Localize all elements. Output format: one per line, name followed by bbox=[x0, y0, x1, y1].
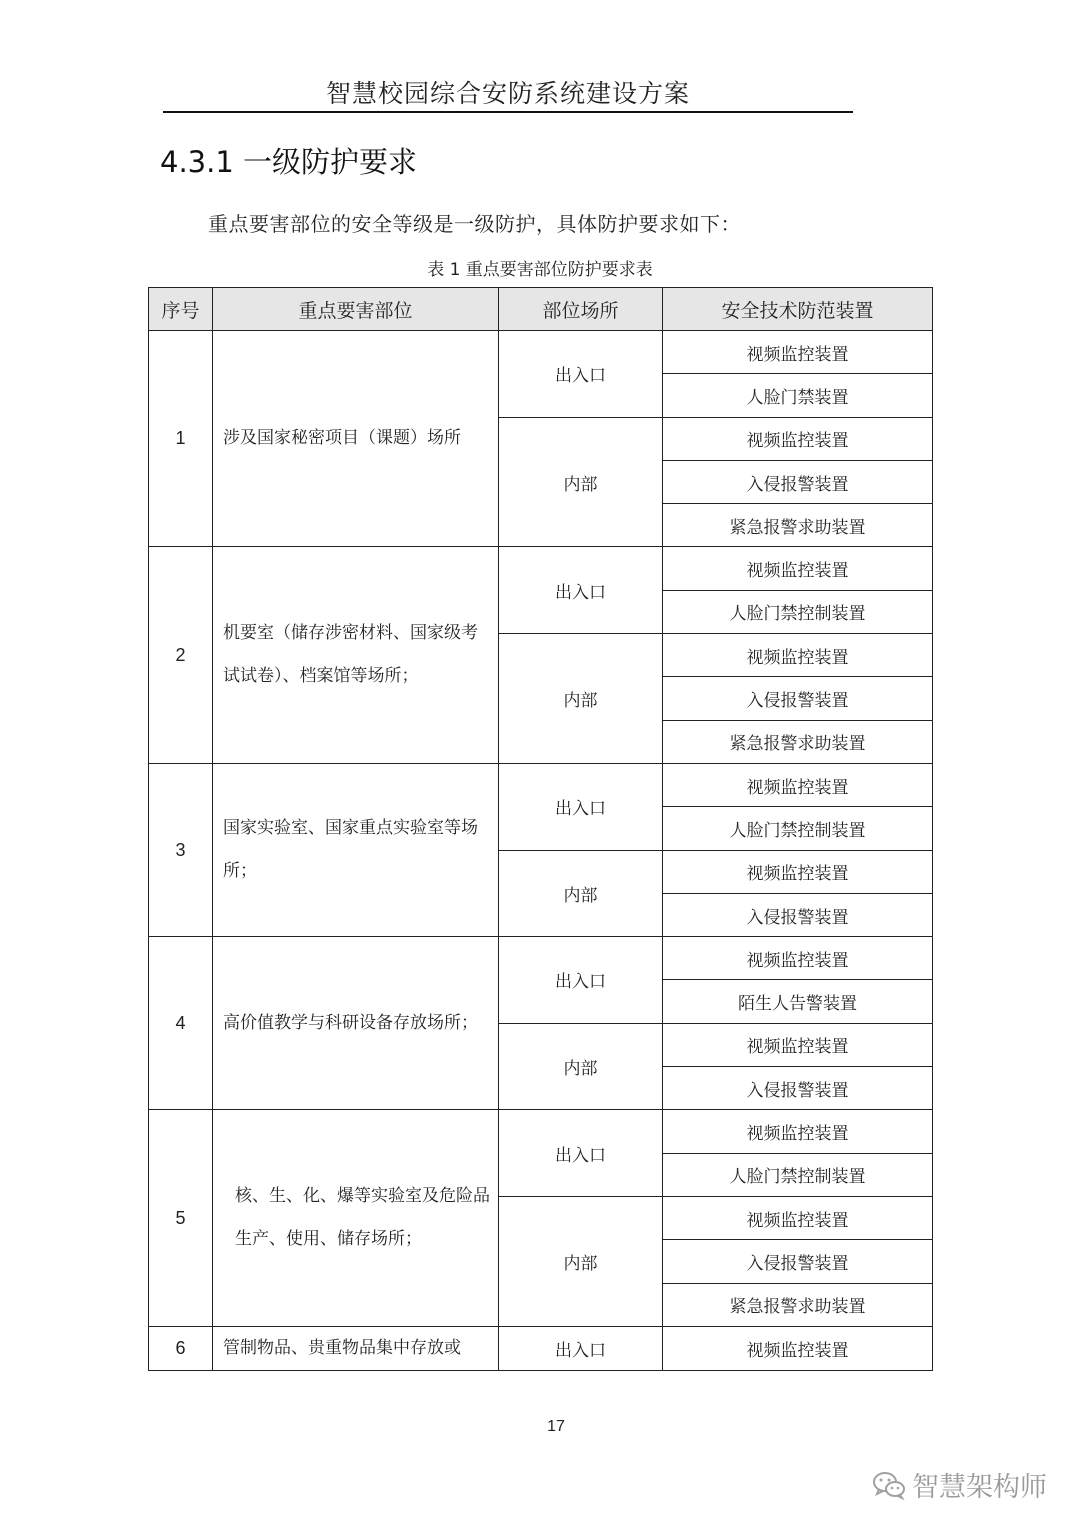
device-cell: 视频监控装置 bbox=[663, 1110, 933, 1153]
device-cell: 视频监控装置 bbox=[663, 634, 933, 677]
area-cell: 机要室（储存涉密材料、国家级考试试卷）、档案馆等场所； bbox=[213, 547, 499, 763]
seq-cell: 1 bbox=[149, 331, 213, 547]
device-cell: 入侵报警装置 bbox=[663, 893, 933, 936]
wechat-icon bbox=[872, 1470, 906, 1500]
column-header: 重点要害部位 bbox=[213, 288, 499, 331]
column-header: 部位场所 bbox=[499, 288, 663, 331]
device-cell: 视频监控装置 bbox=[663, 937, 933, 980]
device-cell: 入侵报警装置 bbox=[663, 460, 933, 503]
watermark-text: 智慧架构师 bbox=[912, 1472, 1047, 1503]
section-heading: 4.3.1 一级防护要求 bbox=[160, 145, 418, 179]
table-row bbox=[149, 937, 933, 980]
location-cell: 出入口 bbox=[499, 331, 663, 418]
device-cell: 人脸门禁装置 bbox=[663, 374, 933, 417]
location-cell: 内部 bbox=[499, 1196, 663, 1326]
device-cell: 人脸门禁控制装置 bbox=[663, 807, 933, 850]
table-row bbox=[149, 763, 933, 806]
device-cell: 视频监控装置 bbox=[663, 850, 933, 893]
device-cell: 视频监控装置 bbox=[663, 547, 933, 590]
area-cell: 涉及国家秘密项目（课题）场所 bbox=[213, 331, 499, 547]
device-cell: 视频监控装置 bbox=[663, 1326, 933, 1370]
document-header-title: 智慧校园综合安防系统建设方案 bbox=[325, 79, 690, 108]
location-cell: 出入口 bbox=[499, 1110, 663, 1197]
device-cell: 视频监控装置 bbox=[663, 763, 933, 806]
device-cell: 视频监控装置 bbox=[663, 417, 933, 460]
area-cell: 管制物品、贵重物品集中存放或 bbox=[213, 1326, 499, 1370]
device-cell: 视频监控装置 bbox=[663, 1196, 933, 1239]
seq-cell: 3 bbox=[149, 763, 213, 936]
seq-cell: 2 bbox=[149, 547, 213, 763]
device-cell: 人脸门禁控制装置 bbox=[663, 1153, 933, 1196]
location-cell: 内部 bbox=[499, 1023, 663, 1110]
device-cell: 人脸门禁控制装置 bbox=[663, 590, 933, 633]
device-cell: 陌生人告警装置 bbox=[663, 980, 933, 1023]
area-cell: 高价值教学与科研设备存放场所； bbox=[213, 937, 499, 1110]
device-cell: 紧急报警求助装置 bbox=[663, 720, 933, 763]
table-row bbox=[149, 331, 933, 374]
table-row bbox=[149, 1326, 933, 1370]
column-header: 序号 bbox=[149, 288, 213, 331]
location-cell: 出入口 bbox=[499, 1326, 663, 1370]
device-cell: 紧急报警求助装置 bbox=[663, 504, 933, 547]
area-cell: 核、生、化、爆等实验室及危险品生产、使用、储存场所； bbox=[213, 1110, 499, 1326]
location-cell: 出入口 bbox=[499, 763, 663, 850]
table-caption: 表 1 重点要害部位防护要求表 bbox=[427, 260, 653, 280]
table-header-row bbox=[149, 288, 933, 331]
location-cell: 内部 bbox=[499, 634, 663, 764]
location-cell: 内部 bbox=[499, 417, 663, 547]
seq-cell: 4 bbox=[149, 937, 213, 1110]
seq-cell: 6 bbox=[149, 1326, 213, 1370]
device-cell: 入侵报警装置 bbox=[663, 677, 933, 720]
header-divider bbox=[163, 111, 853, 113]
watermark bbox=[872, 1465, 1047, 1504]
location-cell: 内部 bbox=[499, 850, 663, 937]
device-cell: 紧急报警求助装置 bbox=[663, 1283, 933, 1326]
device-cell: 视频监控装置 bbox=[663, 331, 933, 374]
intro-paragraph: 重点要害部位的安全等级是一级防护，具体防护要求如下： bbox=[208, 212, 741, 236]
device-cell: 入侵报警装置 bbox=[663, 1240, 933, 1283]
device-cell: 入侵报警装置 bbox=[663, 1067, 933, 1110]
location-cell: 出入口 bbox=[499, 937, 663, 1024]
column-header: 安全技术防范装置 bbox=[663, 288, 933, 331]
page-number: 17 bbox=[547, 1418, 565, 1435]
table-row bbox=[149, 547, 933, 590]
device-cell: 视频监控装置 bbox=[663, 1023, 933, 1066]
area-cell: 国家实验室、国家重点实验室等场所； bbox=[213, 763, 499, 936]
location-cell: 出入口 bbox=[499, 547, 663, 634]
protection-requirements-table bbox=[148, 287, 933, 1371]
seq-cell: 5 bbox=[149, 1110, 213, 1326]
table-row bbox=[149, 1110, 933, 1153]
